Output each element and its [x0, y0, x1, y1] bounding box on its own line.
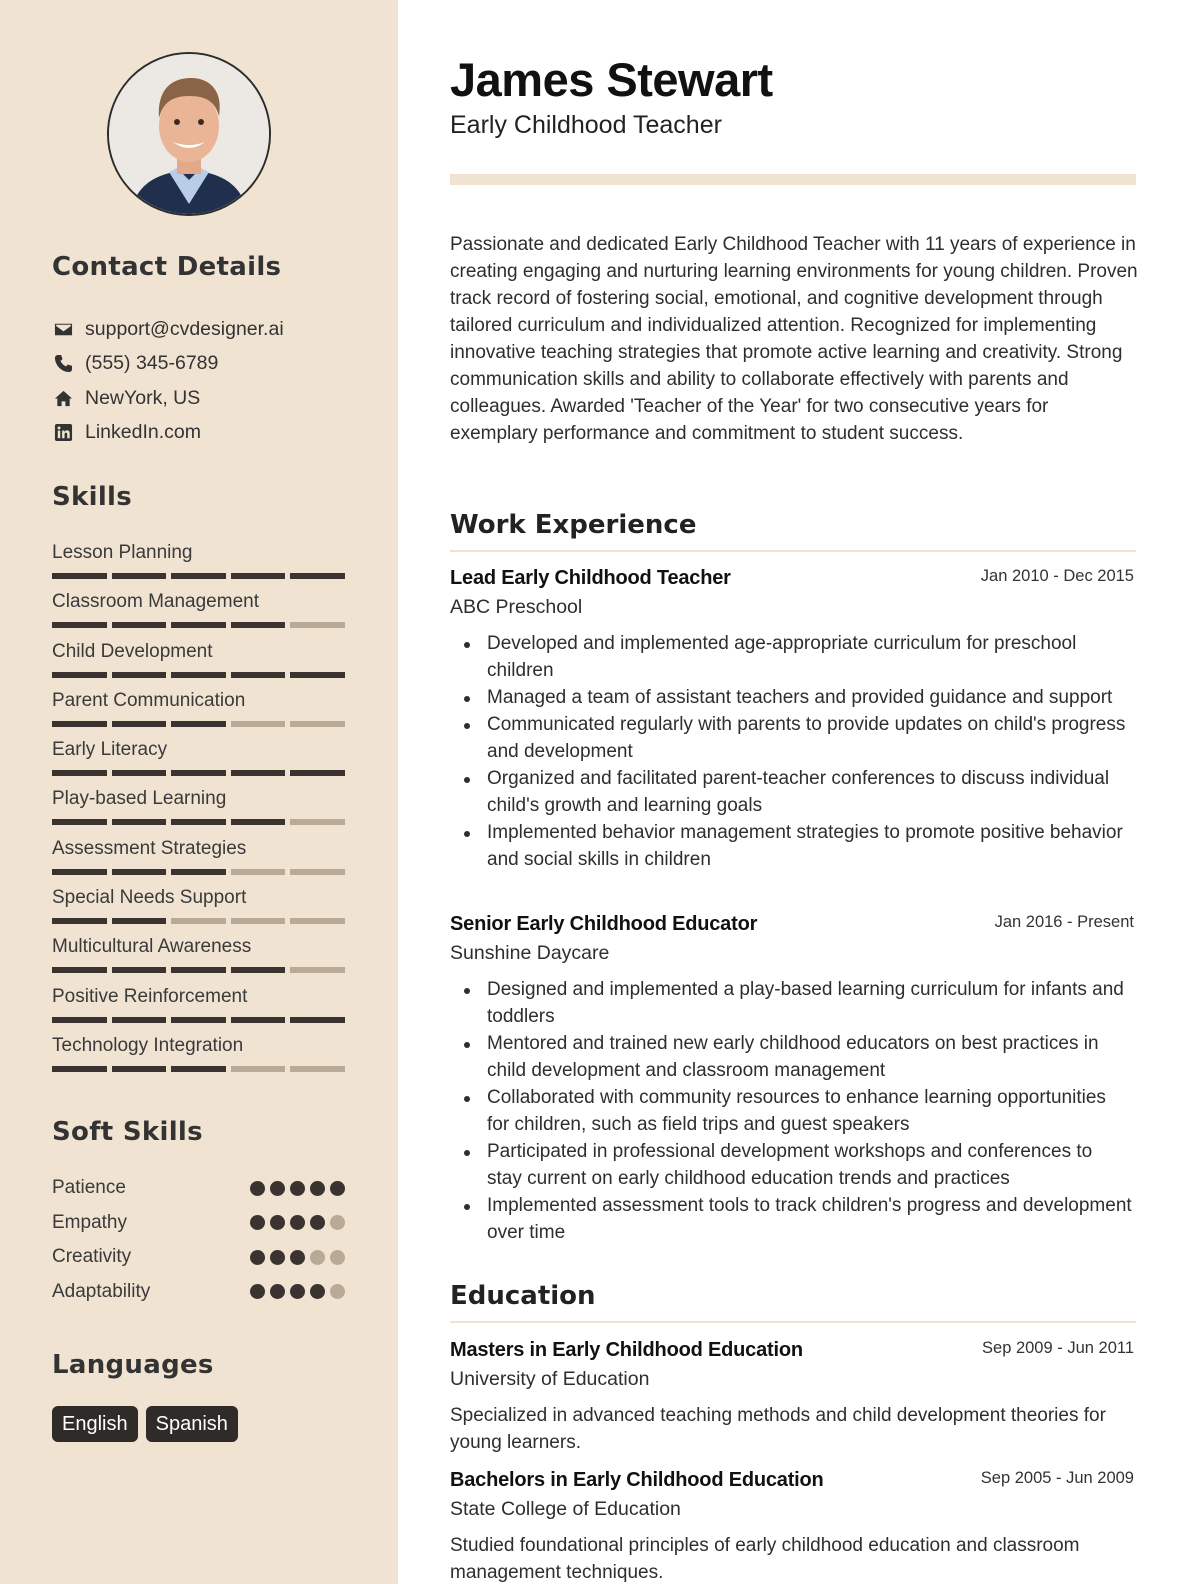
skill-level-bar — [52, 622, 345, 628]
education-entry — [450, 1469, 1140, 1584]
profile-photo-illustration — [109, 54, 269, 214]
rating-dot — [290, 1250, 305, 1265]
skill-level-segment — [112, 1066, 167, 1072]
contact-linkedin[interactable] — [52, 416, 372, 451]
language-pill: Spanish — [146, 1406, 238, 1442]
skill-level-segment — [290, 869, 345, 875]
skill-level-segment — [112, 622, 167, 628]
rating-dot — [290, 1215, 305, 1230]
job-bullet: Managed a team of assistant teachers and provided guidance and support — [450, 684, 1140, 711]
education-header — [450, 1339, 1140, 1367]
skill-level-segment — [171, 1017, 226, 1023]
skill-level-segment — [112, 672, 167, 678]
job-bullet: Communicated regularly with parents to provide updates on child's progress and development — [450, 711, 1140, 765]
skill-level-bar — [52, 672, 345, 678]
skill-level-segment — [112, 918, 167, 924]
soft-skills-heading: Soft Skills — [52, 1117, 203, 1147]
skill-level-segment — [52, 1017, 107, 1023]
skill-level-segment — [52, 573, 107, 579]
skill-level-segment — [231, 573, 286, 579]
skill-level-segment — [52, 819, 107, 825]
skill-level-segment — [112, 721, 167, 727]
sidebar — [0, 0, 398, 1584]
rating-dot — [290, 1284, 305, 1299]
job-date: Jan 2010 - Dec 2015 — [980, 567, 1134, 585]
soft-skill-item — [52, 1275, 345, 1310]
skill-name: Special Needs Support — [52, 887, 247, 909]
soft-skill-name: Adaptability — [52, 1280, 151, 1302]
profile-summary: Passionate and dedicated Early Childhood Teacher with 11 years of experience in creating engaging and nurturing learning environments for young children. Proven track record of fostering social, emotional, and cognitive development through tailored curriculum and individualized attention. Recognized for implementing innovative teaching strategies that promote active learning and creativity. Strong communication skills and ability to collaborate effectively with parents and colleagues. Awarded 'Teacher of the Year' for two consecutive years for exemplary performance and commitment to student success. — [450, 234, 1138, 444]
skill-name: Multicultural Awareness — [52, 936, 252, 958]
rating-dot — [310, 1250, 325, 1265]
skill-level-segment — [52, 672, 107, 678]
skill-item — [52, 834, 345, 883]
skill-level-segment — [231, 1017, 286, 1023]
skill-level-segment — [52, 1066, 107, 1072]
skill-level-bar — [52, 819, 345, 825]
job-bullet: Participated in professional development workshops and conferences to stay current on early childhood education trends and practices — [450, 1138, 1140, 1192]
school-name: State College of Education — [450, 1498, 681, 1520]
soft-skill-rating — [250, 1215, 345, 1230]
education-description: Studied foundational principles of early childhood education and classroom management techniques. — [450, 1535, 1080, 1583]
education-date: Sep 2005 - Jun 2009 — [980, 1469, 1134, 1487]
soft-skill-item — [52, 1171, 345, 1206]
skill-level-segment — [112, 967, 167, 973]
skill-name: Lesson Planning — [52, 542, 193, 563]
rating-dot — [330, 1181, 345, 1196]
skill-level-segment — [112, 770, 167, 776]
skill-name: Parent Communication — [52, 689, 246, 711]
soft-skill-rating — [250, 1181, 345, 1196]
rating-dot — [330, 1250, 345, 1265]
job-organization: ABC Preschool — [450, 596, 583, 618]
home-icon — [52, 387, 74, 409]
skill-level-segment — [52, 869, 107, 875]
skill-level-bar — [52, 869, 345, 875]
degree-title: Bachelors in Early Childhood Education — [450, 1469, 824, 1491]
job-header — [450, 567, 1140, 595]
skill-level-segment — [231, 721, 286, 727]
education-description: Specialized in advanced teaching methods and child development theories for young learners. — [450, 1405, 1106, 1453]
skill-level-segment — [231, 869, 286, 875]
skill-level-segment — [52, 918, 107, 924]
skill-level-segment — [112, 869, 167, 875]
skill-level-segment — [171, 918, 226, 924]
skill-level-segment — [290, 1017, 345, 1023]
rating-dot — [310, 1284, 325, 1299]
skill-level-segment — [231, 967, 286, 973]
contact-location — [52, 381, 372, 416]
skill-item — [52, 1031, 345, 1080]
skill-item — [52, 686, 345, 735]
rating-dot — [310, 1215, 325, 1230]
contact-email-text: support@cvdesigner.ai — [85, 317, 284, 340]
rating-dot — [250, 1284, 265, 1299]
skill-name: Positive Reinforcement — [52, 985, 248, 1007]
soft-skill-rating — [250, 1250, 345, 1265]
job-bullets — [450, 630, 1140, 873]
skills-list — [52, 538, 345, 1080]
job-bullet: Implemented assessment tools to track children's progress and development over time — [450, 1192, 1140, 1246]
skill-level-segment — [171, 721, 226, 727]
candidate-name: James Stewart — [450, 53, 773, 106]
soft-skill-name: Empathy — [52, 1211, 127, 1233]
job-bullet: Designed and implemented a play-based learning curriculum for infants and toddlers — [450, 976, 1140, 1030]
school-name: University of Education — [450, 1368, 650, 1390]
skill-level-segment — [231, 770, 286, 776]
education-entry — [450, 1339, 1140, 1456]
contact-linkedin-text: LinkedIn.com — [85, 421, 201, 444]
job-header — [450, 913, 1140, 941]
skill-item — [52, 538, 345, 587]
job-organization: Sunshine Daycare — [450, 942, 610, 964]
rating-dot — [250, 1181, 265, 1196]
job-entry — [450, 913, 1140, 1246]
job-bullet: Organized and facilitated parent-teacher conferences to discuss individual child's growth and learning goals — [450, 765, 1140, 819]
language-pill: English — [52, 1406, 138, 1442]
skill-level-segment — [290, 573, 345, 579]
skill-level-segment — [52, 967, 107, 973]
candidate-role: Early Childhood Teacher — [450, 111, 722, 139]
languages-list — [52, 1406, 238, 1442]
contact-phone[interactable] — [52, 347, 372, 382]
languages-heading: Languages — [52, 1350, 214, 1380]
skill-level-segment — [171, 967, 226, 973]
skill-level-segment — [290, 721, 345, 727]
soft-skills-list — [52, 1171, 345, 1309]
job-bullet: Developed and implemented age-appropriate curriculum for preschool children — [450, 630, 1140, 684]
skill-item — [52, 637, 345, 686]
header-divider — [450, 174, 1136, 185]
skill-level-segment — [171, 1066, 226, 1072]
job-title: Senior Early Childhood Educator — [450, 913, 758, 935]
skill-level-segment — [290, 672, 345, 678]
skill-level-segment — [171, 622, 226, 628]
skill-level-segment — [112, 573, 167, 579]
skill-level-segment — [290, 1066, 345, 1072]
skill-item — [52, 982, 345, 1031]
job-entry — [450, 567, 1140, 873]
skill-item — [52, 883, 345, 932]
skill-name: Play-based Learning — [52, 788, 227, 810]
skill-level-bar — [52, 721, 345, 727]
skill-level-segment — [231, 1066, 286, 1072]
rating-dot — [290, 1181, 305, 1196]
skill-level-segment — [52, 770, 107, 776]
skill-level-segment — [290, 918, 345, 924]
skill-item — [52, 587, 345, 636]
skill-level-segment — [171, 869, 226, 875]
skill-name: Classroom Management — [52, 591, 259, 613]
rating-dot — [310, 1181, 325, 1196]
soft-skill-name: Patience — [52, 1177, 126, 1199]
skill-name: Child Development — [52, 640, 213, 662]
rating-dot — [270, 1250, 285, 1265]
skill-item — [52, 932, 345, 981]
skill-level-segment — [52, 622, 107, 628]
soft-skill-name: Creativity — [52, 1246, 132, 1268]
contact-phone-text: (555) 345-6789 — [85, 352, 219, 375]
skill-level-segment — [290, 819, 345, 825]
rating-dot — [250, 1215, 265, 1230]
skill-level-segment — [171, 573, 226, 579]
skill-level-segment — [52, 721, 107, 727]
skill-level-bar — [52, 573, 345, 579]
skill-level-bar — [52, 770, 345, 776]
phone-icon — [52, 353, 74, 375]
rating-dot — [330, 1215, 345, 1230]
soft-skill-item — [52, 1240, 345, 1275]
soft-skill-item — [52, 1206, 345, 1241]
job-bullet: Collaborated with community resources to enhance learning opportunities for children, such as field trips and guest speakers — [450, 1084, 1140, 1138]
skill-level-bar — [52, 1017, 345, 1023]
skill-level-segment — [112, 819, 167, 825]
skill-item — [52, 784, 345, 833]
skill-level-segment — [231, 819, 286, 825]
skill-level-segment — [231, 918, 286, 924]
skill-level-segment — [231, 672, 286, 678]
envelope-icon — [52, 318, 74, 340]
skill-name: Assessment Strategies — [52, 837, 247, 859]
skill-level-segment — [231, 622, 286, 628]
skill-level-bar — [52, 967, 345, 973]
skill-level-segment — [290, 622, 345, 628]
linkedin-icon — [52, 422, 74, 444]
contact-list — [52, 312, 372, 450]
skill-level-segment — [112, 1017, 167, 1023]
education-date: Sep 2009 - Jun 2011 — [982, 1339, 1134, 1357]
skill-level-segment — [171, 672, 226, 678]
rating-dot — [270, 1215, 285, 1230]
skill-level-segment — [290, 967, 345, 973]
rating-dot — [330, 1284, 345, 1299]
contact-email[interactable] — [52, 312, 372, 347]
skill-level-segment — [171, 770, 226, 776]
skill-name: Technology Integration — [52, 1034, 244, 1056]
degree-title: Masters in Early Childhood Education — [450, 1339, 803, 1361]
skill-level-segment — [290, 770, 345, 776]
job-bullet: Mentored and trained new early childhood educators on best practices in child development and classroom management — [450, 1030, 1140, 1084]
education-header — [450, 1469, 1140, 1497]
profile-photo — [107, 52, 271, 216]
job-date: Jan 2016 - Present — [994, 913, 1134, 931]
rating-dot — [270, 1181, 285, 1196]
skill-level-segment — [171, 819, 226, 825]
rating-dot — [270, 1284, 285, 1299]
contact-heading: Contact Details — [52, 252, 282, 282]
skill-level-bar — [52, 918, 345, 924]
skills-heading: Skills — [52, 482, 133, 512]
rating-dot — [250, 1250, 265, 1265]
job-bullets — [450, 976, 1140, 1246]
job-title: Lead Early Childhood Teacher — [450, 567, 731, 589]
job-bullet: Implemented behavior management strategies to promote positive behavior and social skills in children — [450, 819, 1140, 873]
skill-item — [52, 735, 345, 784]
education-heading: Education — [450, 1281, 1136, 1323]
contact-location-text: NewYork, US — [85, 386, 201, 409]
skill-name: Early Literacy — [52, 739, 168, 761]
soft-skill-rating — [250, 1284, 345, 1299]
work-experience-heading: Work Experience — [450, 510, 1136, 552]
skill-level-bar — [52, 1066, 345, 1072]
